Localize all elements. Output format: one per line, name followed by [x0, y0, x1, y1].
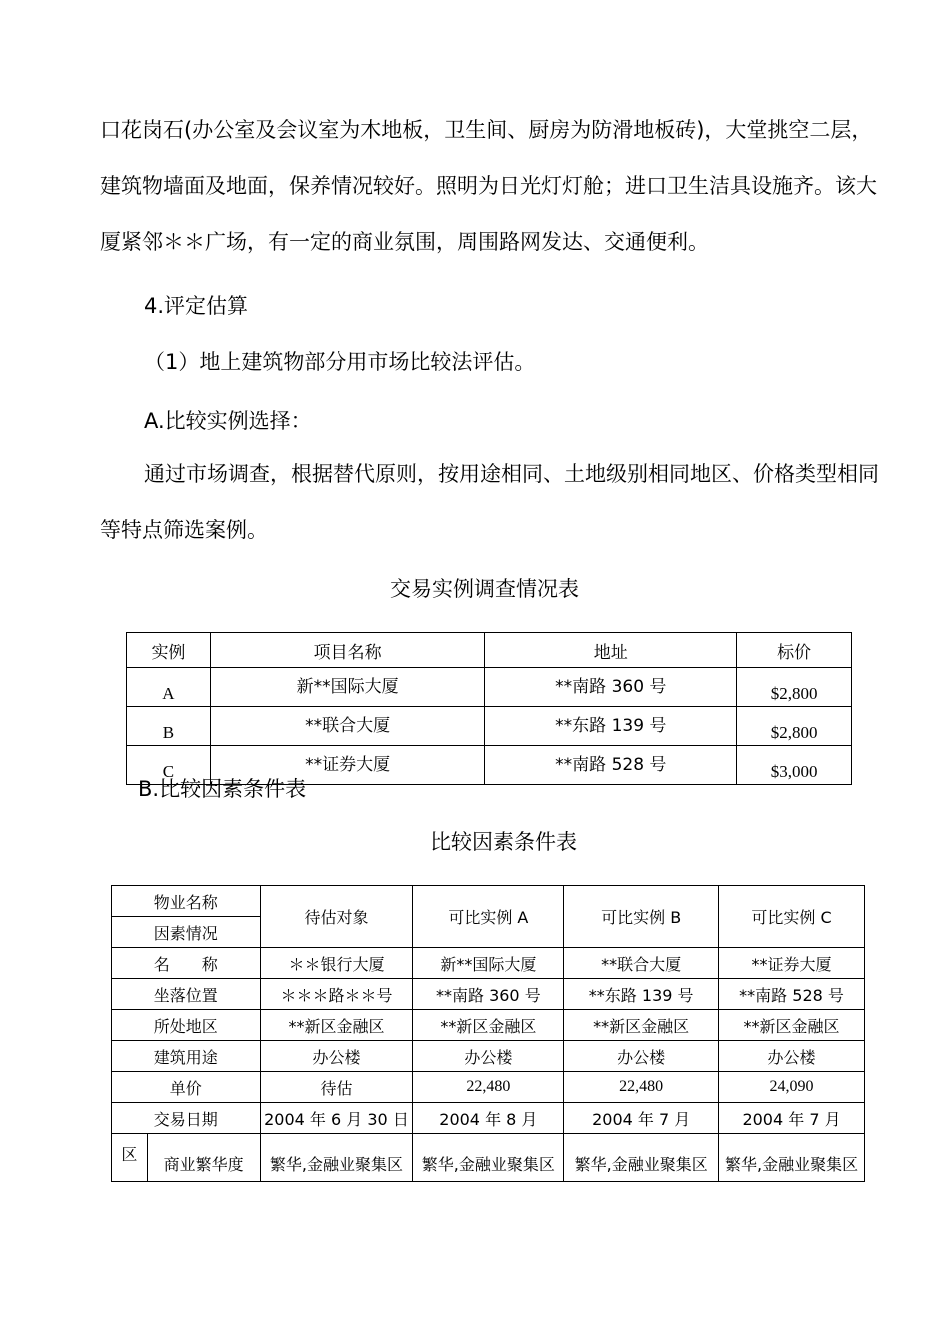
- row-label: 单价: [112, 1072, 261, 1103]
- row-group-label: 区: [112, 1134, 148, 1182]
- table-cell: 繁华,金融业聚集区: [564, 1134, 719, 1182]
- table-row: [112, 1010, 865, 1041]
- listed-price: $2,800: [737, 707, 852, 746]
- table-cell: **新区金融区: [260, 1010, 413, 1041]
- address: **南路 360 号: [485, 668, 737, 707]
- column-header: 项目名称: [210, 633, 485, 668]
- heading-evaluation: 4.评定估算: [144, 294, 249, 318]
- listed-price: $3,000: [737, 746, 852, 785]
- table-cell: 新**国际大厦: [413, 948, 564, 979]
- row-label: 建筑用途: [112, 1041, 261, 1072]
- transaction-survey-table: [126, 632, 852, 785]
- table-row: [127, 707, 852, 746]
- case-id: A: [127, 668, 211, 707]
- row-label: 交易日期: [112, 1103, 261, 1134]
- table1-caption: 交易实例调查情况表: [390, 577, 579, 601]
- table-header-row: [127, 633, 852, 668]
- project-name: **联合大厦: [210, 707, 485, 746]
- heading-factor-table: B.比较因素条件表: [138, 777, 307, 801]
- table-cell: 22,480: [564, 1072, 719, 1103]
- table-row: [112, 1134, 865, 1182]
- case-id: C: [127, 746, 211, 785]
- table-cell: ＊＊银行大厦: [260, 948, 413, 979]
- column-header: 标价: [737, 633, 852, 668]
- heading-market-comparison: （1）地上建筑物部分用市场比较法评估。: [144, 350, 536, 374]
- table-cell: 办公楼: [564, 1041, 719, 1072]
- column-header: 地址: [485, 633, 737, 668]
- table-cell: 2004 年 6 月 30 日: [260, 1103, 413, 1134]
- table-cell: **新区金融区: [564, 1010, 719, 1041]
- address: **东路 139 号: [485, 707, 737, 746]
- table-row: [112, 1072, 865, 1103]
- column-header: 可比实例 B: [564, 886, 719, 948]
- table-cell: 2004 年 7 月: [719, 1103, 865, 1134]
- comparison-factor-table: [111, 885, 865, 1182]
- table-cell: 繁华,金融业聚集区: [260, 1134, 413, 1182]
- table-cell: **新区金融区: [413, 1010, 564, 1041]
- table-cell: **证券大厦: [719, 948, 865, 979]
- listed-price: $2,800: [737, 668, 852, 707]
- row-label: 名 称: [112, 948, 261, 979]
- column-header: 待估对象: [260, 886, 413, 948]
- table-cell: **联合大厦: [564, 948, 719, 979]
- table-cell: **南路 528 号: [719, 979, 865, 1010]
- project-name: 新**国际大厦: [210, 668, 485, 707]
- table-cell: **东路 139 号: [564, 979, 719, 1010]
- table-row: [112, 1041, 865, 1072]
- column-header: 可比实例 C: [719, 886, 865, 948]
- corner-factor-status: 因素情况: [112, 917, 261, 948]
- table-cell: 办公楼: [719, 1041, 865, 1072]
- table-cell: 办公楼: [260, 1041, 413, 1072]
- intro-paragraph: 口花岗石(办公室及会议室为木地板，卫生间、厨房为防滑地板砖)，大堂挑空二层，建筑物墙面及地面，保养情况较好。照明为日光灯灯舱；进口卫生洁具设施齐。该大厦紧邻＊＊广场，有一定的商业氛围，周围路网发达、交通便利。: [100, 118, 877, 254]
- survey-paragraph: 通过市场调查，根据替代原则，按用途相同、土地级别相同地区、价格类型相同等特点筛选案例。: [100, 462, 879, 542]
- table-row: [112, 948, 865, 979]
- table-cell: 待估: [260, 1072, 413, 1103]
- table-cell: 繁华,金融业聚集区: [719, 1134, 865, 1182]
- row-label: 坐落位置: [112, 979, 261, 1010]
- table-row: [112, 979, 865, 1010]
- table-cell: 2004 年 8 月: [413, 1103, 564, 1134]
- table-row: [127, 668, 852, 707]
- table-cell: 繁华,金融业聚集区: [413, 1134, 564, 1182]
- row-label: 所处地区: [112, 1010, 261, 1041]
- table-row: [112, 1103, 865, 1134]
- address: **南路 528 号: [485, 746, 737, 785]
- table-cell: **南路 360 号: [413, 979, 564, 1010]
- column-header: 可比实例 A: [413, 886, 564, 948]
- row-label: 商业繁华度: [147, 1134, 260, 1182]
- project-name: **证券大厦: [210, 746, 485, 785]
- table2-caption: 比较因素条件表: [430, 830, 577, 854]
- table-cell: ＊＊＊路＊＊号: [260, 979, 413, 1010]
- table-cell: **新区金融区: [719, 1010, 865, 1041]
- table-header-row: [112, 886, 865, 917]
- heading-case-selection: A.比较实例选择：: [144, 409, 312, 433]
- table-cell: 办公楼: [413, 1041, 564, 1072]
- table-cell: 24,090: [719, 1072, 865, 1103]
- case-id: B: [127, 707, 211, 746]
- table-cell: 2004 年 7 月: [564, 1103, 719, 1134]
- corner-property-name: 物业名称: [112, 886, 261, 917]
- column-header: 实例: [127, 633, 211, 668]
- table-cell: 22,480: [413, 1072, 564, 1103]
